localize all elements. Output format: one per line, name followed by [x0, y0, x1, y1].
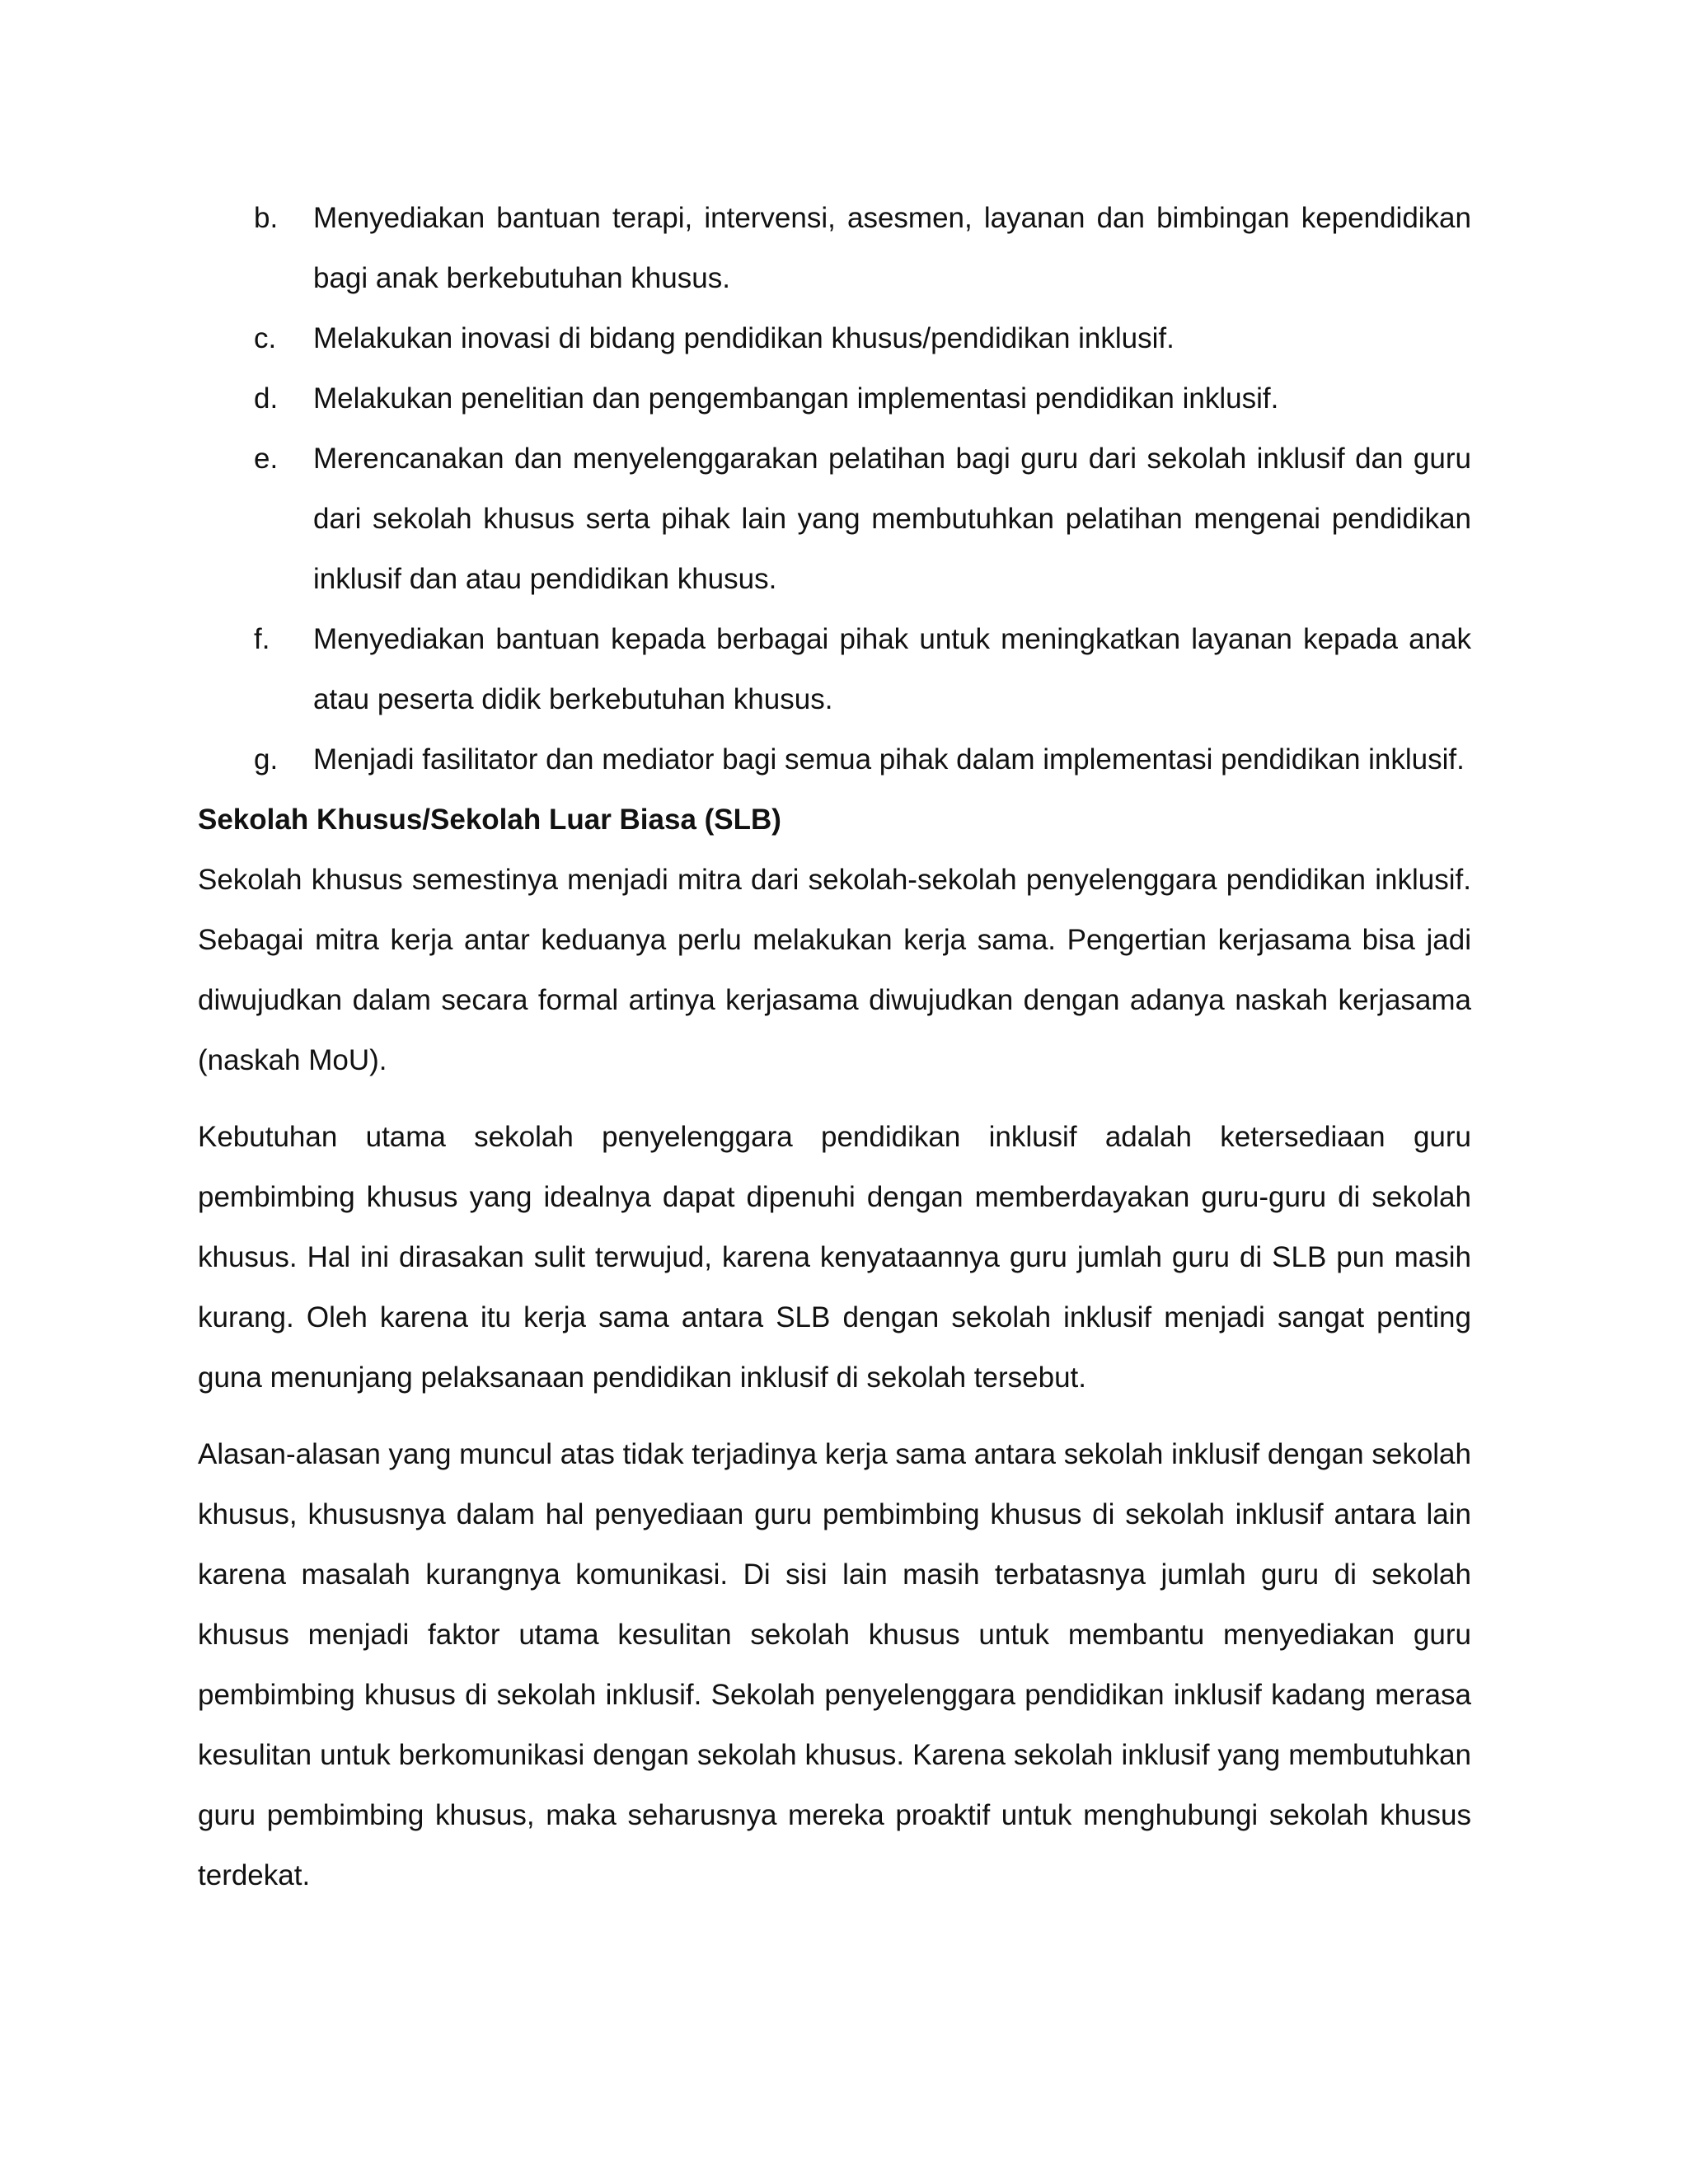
list-item: [198, 188, 1471, 308]
list-item-text: Melakukan inovasi di bidang pendidikan khusus/pendidikan inklusif.: [313, 322, 1175, 354]
list-item-text: Menyediakan bantuan kepada berbagai pihak untuk meningkatkan layanan kepada anak atau peserta didik berkebutuhan khusus.: [313, 623, 1471, 715]
list-marker: c.: [254, 322, 277, 354]
paragraph-alasan: Alasan-alasan yang muncul atas tidak terjadinya kerja sama antara sekolah inklusif dengan sekolah khusus, khususnya dalam hal penyediaan guru pembimbing khusus di sekolah inklusif antara lain karena masalah kurangnya komunikasi. Di sisi lain masih terbatasnya jumlah guru di sekolah khusus menjadi faktor utama kesulitan sekolah khusus untuk membantu menyediakan guru pembimbing khusus di sekolah inklusif. Sekolah penyelenggara pendidikan inklusif kadang merasa kesulitan untuk berkomunikasi dengan sekolah khusus. Karena sekolah inklusif yang membutuhkan guru pembimbing khusus, maka seharusnya mereka proaktif untuk menghubungi sekolah khusus terdekat.: [198, 1438, 1471, 1891]
list-item: [198, 609, 1471, 729]
list-marker: d.: [254, 382, 279, 415]
lettered-list: [198, 188, 1471, 790]
list-marker: e.: [254, 443, 279, 475]
list-item: [198, 308, 1471, 368]
document-page: [198, 188, 1471, 1905]
list-item-text: Melakukan penelitian dan pengembangan implementasi pendidikan inklusif.: [313, 382, 1279, 415]
list-item-text: Menjadi fasilitator dan mediator bagi semua pihak dalam implementasi pendidikan inklusif.: [313, 743, 1465, 776]
list-item-text: Merencanakan dan menyelenggarakan pelatihan bagi guru dari sekolah inklusif dan guru dari sekolah khusus serta pihak lain yang membutuhkan pelatihan mengenai pendidikan inklusif dan atau pendidikan khusus.: [313, 443, 1471, 595]
list-item: [198, 368, 1471, 429]
list-marker: f.: [254, 623, 270, 655]
paragraph-kebutuhan: Kebutuhan utama sekolah penyelenggara pendidikan inklusif adalah ketersediaan guru pembimbing khusus yang idealnya dapat dipenuhi dengan memberdayakan guru-guru di sekolah khusus. Hal ini dirasakan sulit terwujud, karena kenyataannya guru jumlah guru di SLB pun masih kurang. Oleh karena itu kerja sama antara SLB dengan sekolah inklusif menjadi sangat penting guna menunjang pelaksanaan pendidikan inklusif di sekolah tersebut.: [198, 1121, 1471, 1394]
section-heading: Sekolah Khusus/Sekolah Luar Biasa (SLB): [198, 804, 781, 836]
paragraph-mitra: Sekolah khusus semestinya menjadi mitra dari sekolah-sekolah penyelenggara pendidikan inklusif. Sebagai mitra kerja antar keduanya perlu melakukan kerja sama. Pengertian kerjasama bisa jadi diwujudkan dalam secara formal artinya kerjasama diwujudkan dengan adanya naskah kerjasama (naskah MoU).: [198, 864, 1471, 1076]
list-item: [198, 429, 1471, 609]
list-marker: b.: [254, 202, 279, 234]
list-item-text: Menyediakan bantuan terapi, intervensi, asesmen, layanan dan bimbingan kependidikan bagi anak berkebutuhan khusus.: [313, 202, 1471, 294]
list-item: [198, 729, 1471, 790]
list-marker: g.: [254, 743, 279, 776]
